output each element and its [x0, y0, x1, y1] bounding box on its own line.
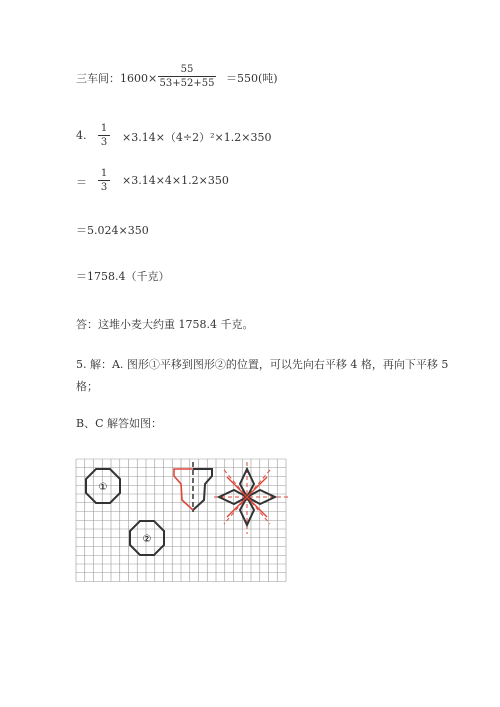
fraction-denominator: 3 [100, 182, 108, 193]
line3-expression: ×3.14×4×1.2×350 [122, 174, 229, 187]
line4-expression: ＝5.024×350 [76, 224, 149, 237]
label-figure-1: ① [98, 482, 108, 493]
shape-reflected-red [174, 469, 193, 510]
bc-solution-line: B、C 解答如图： [76, 417, 162, 430]
fraction-numerator: 55 [180, 64, 194, 75]
label-figure-2: ② [142, 534, 152, 545]
fraction-numerator: 1 [100, 168, 108, 179]
line3-equals: ＝ [76, 176, 87, 189]
grid-lines [76, 459, 286, 582]
line2-expression: ×3.14×（4÷2）²×1.2×350 [122, 131, 272, 144]
q5-line2: 格； [76, 380, 98, 393]
shape-original-black [193, 469, 212, 510]
question-4-label: 4. [76, 129, 87, 142]
fraction-denominator: 3 [100, 137, 108, 148]
line5-expression: ＝1758.4（千克） [76, 270, 170, 283]
line1-prefix: 三车间：1600× [76, 72, 158, 85]
fraction-numerator: 1 [100, 123, 108, 134]
line1-suffix: ＝550(吨) [226, 72, 278, 85]
answer-text: 答：这堆小麦大约重 1758.4 千克。 [76, 318, 254, 331]
fraction-denominator: 53+52+55 [159, 78, 215, 89]
q5-line1: 5. 解：A. 图形①平移到图形②的位置，可以先向右平移 4 格，再向下平移 5 [76, 358, 449, 371]
rotation-shape [214, 462, 290, 534]
